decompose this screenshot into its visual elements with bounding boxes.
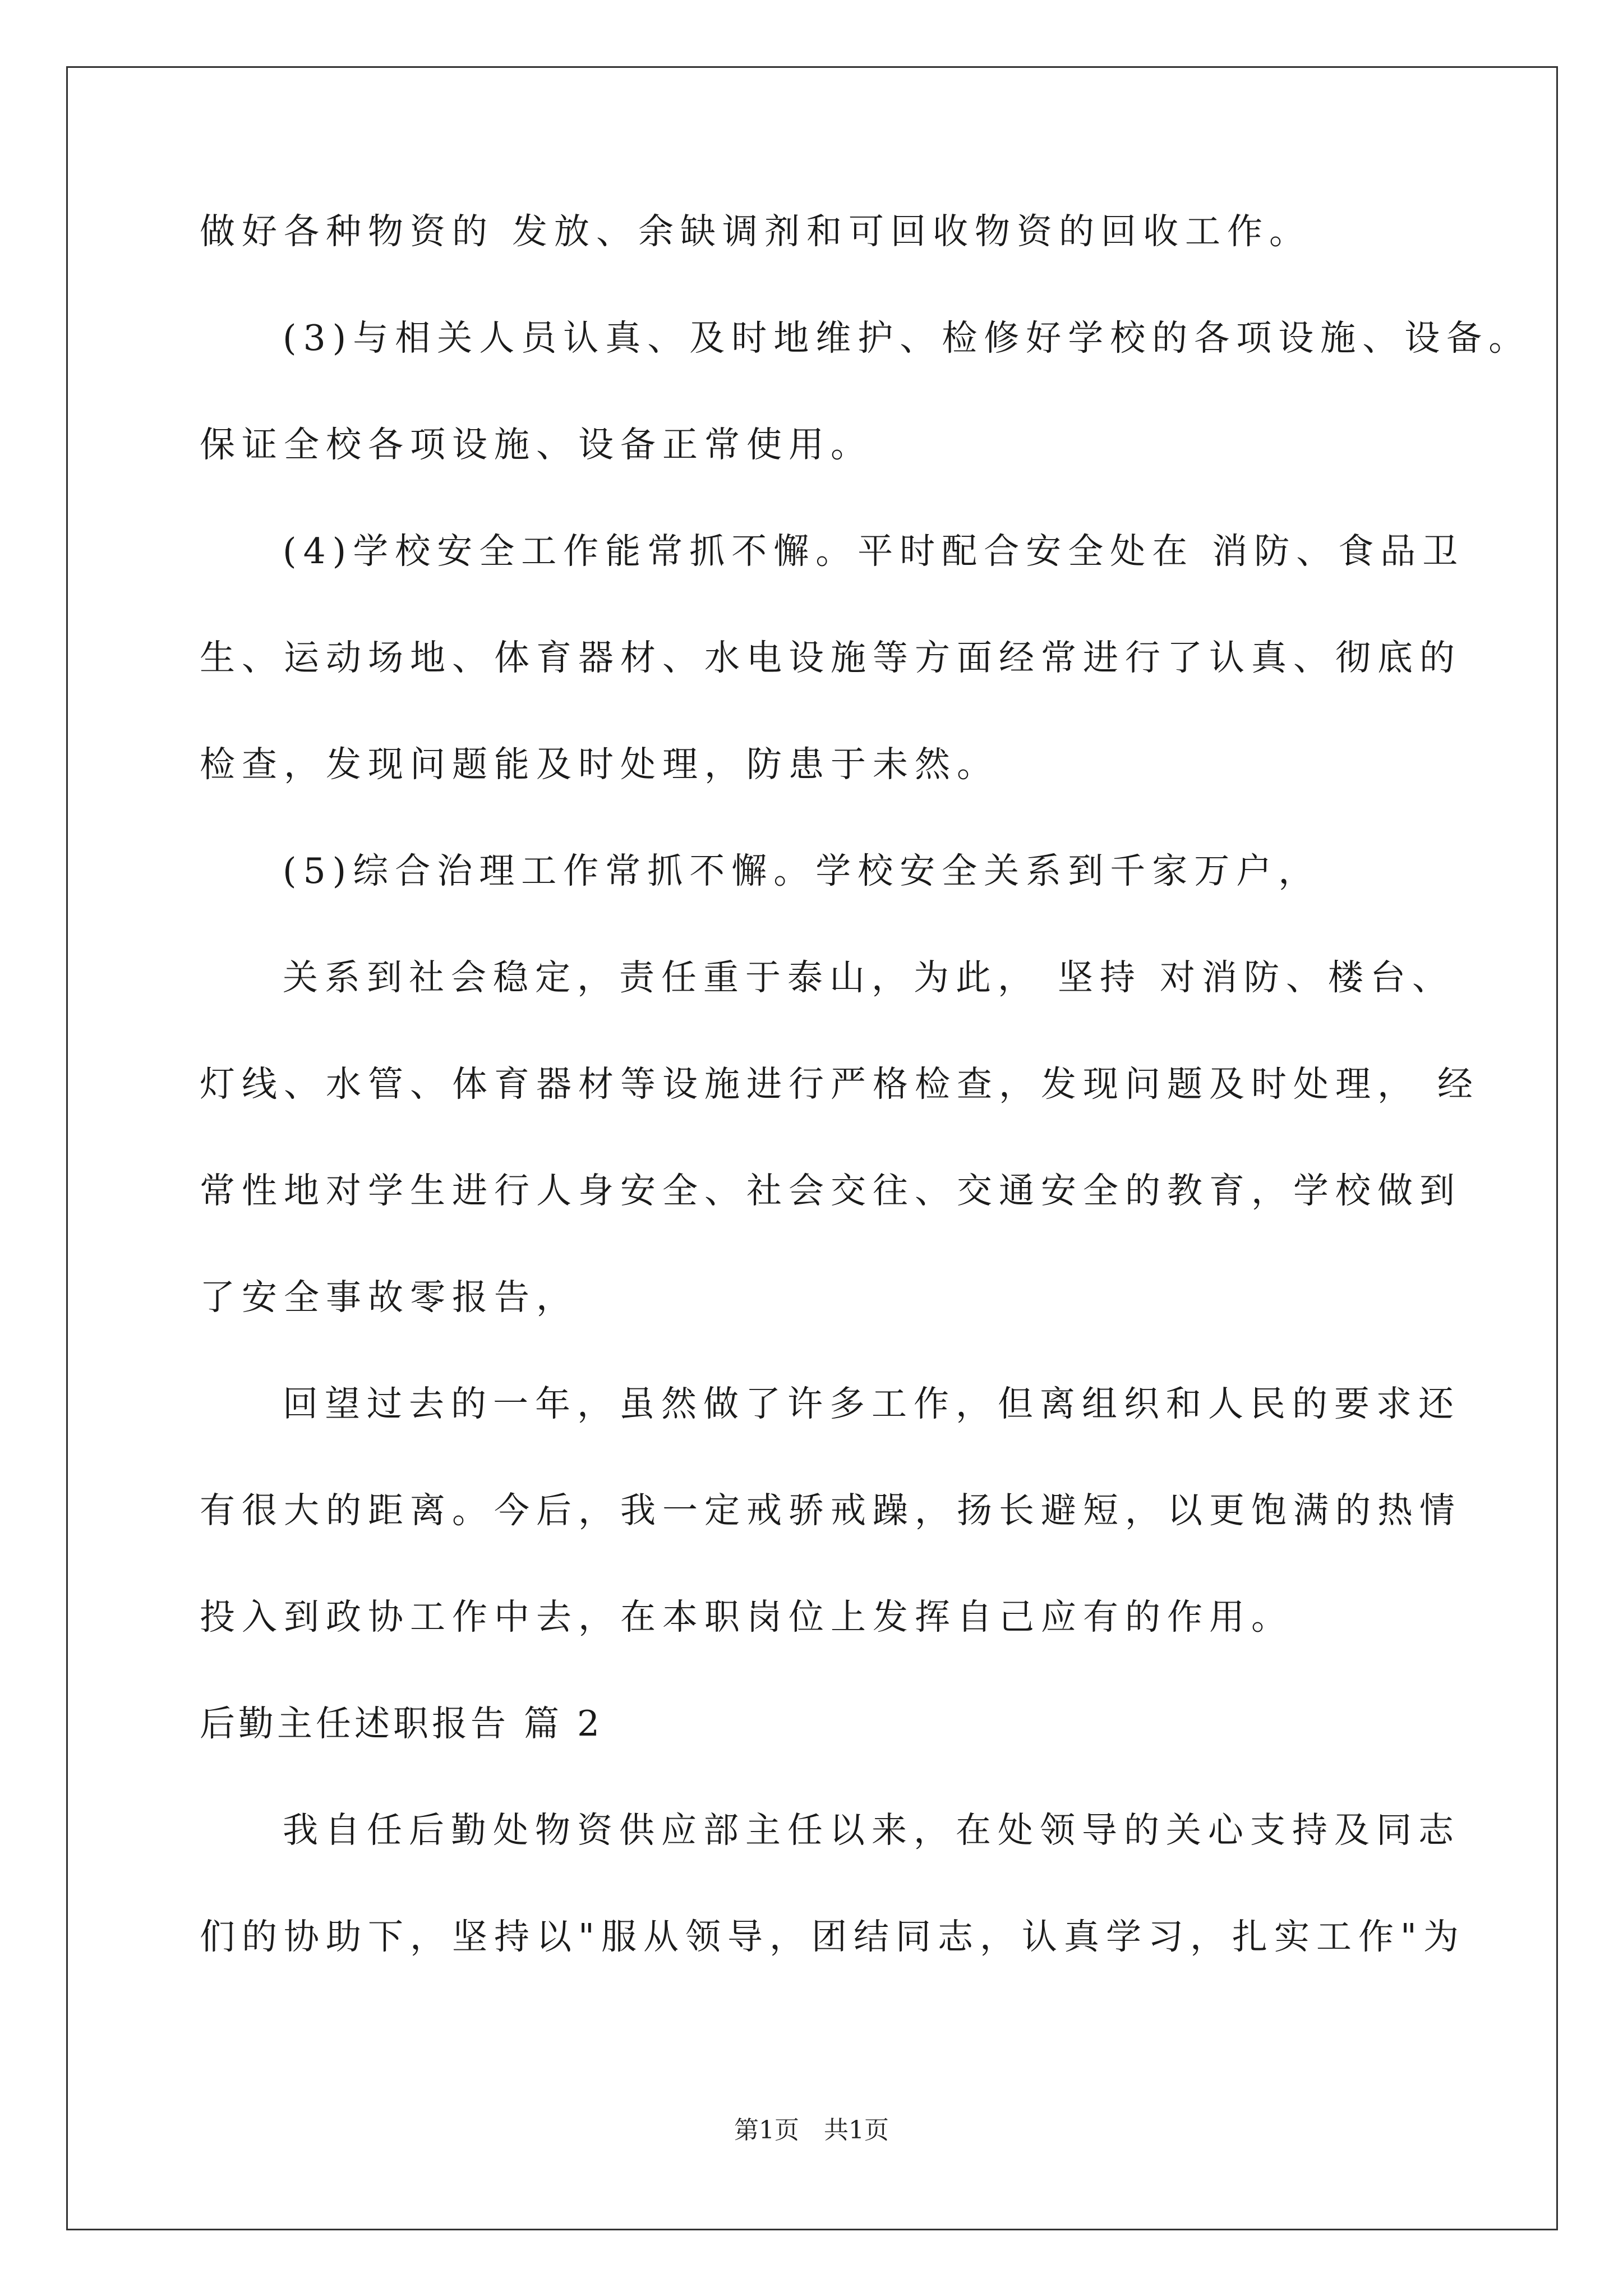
body-line: 保证全校各项设施、设备正常使用。: [200, 424, 873, 465]
body-line: 回望过去的一年，虽然做了许多工作，但离组织和人民的要求还: [283, 1383, 1460, 1424]
body-line: 们的协助下，坚持以"服从领导，团结同志，认真学习，扎实工作"为: [200, 1916, 1465, 1957]
body-line: (5)综合治理工作常抓不懈。学校安全关系到千家万户，: [283, 850, 1321, 891]
body-line: 投入到政协工作中去，在本职岗位上发挥自己应有的作用。: [200, 1596, 1293, 1637]
body-line: 生、运动场地、体育器材、水电设施等方面经常进行了认真、彻底的: [200, 637, 1461, 678]
body-line: 常性地对学生进行人身安全、社会交往、交通安全的教育，学校做到: [200, 1170, 1461, 1211]
page-border: [66, 66, 1558, 2230]
body-line: 我自任后勤处物资供应部主任以来，在处领导的关心支持及同志: [283, 1810, 1460, 1851]
body-line: 有很大的距离。今后，我一定戒骄戒躁，扬长避短，以更饱满的热情: [200, 1490, 1461, 1531]
body-line: 灯线、水管、体育器材等设施进行严格检查，发现问题及时处理， 经: [200, 1064, 1480, 1105]
body-line: (3)与相关人员认真、及时地维护、检修好学校的各项设施、设备。: [283, 318, 1531, 358]
section-heading: 后勤主任述职报告 篇 2: [200, 1703, 603, 1744]
body-line: 了安全事故零报告，: [200, 1277, 578, 1318]
body-line: 做好各种物资的 发放、余缺调剂和可回收物资的回收工作。: [200, 211, 1312, 252]
body-line: 关系到社会稳定，责任重于泰山，为此， 坚持 对消防、楼台、: [283, 957, 1455, 998]
page-number-footer: 第1页 共1页: [734, 2116, 889, 2145]
body-line: (4)学校安全工作能常抓不懈。平时配合安全处在 消防、食品卫: [283, 531, 1465, 572]
body-line: 检查，发现问题能及时处理，防患于未然。: [200, 744, 999, 785]
